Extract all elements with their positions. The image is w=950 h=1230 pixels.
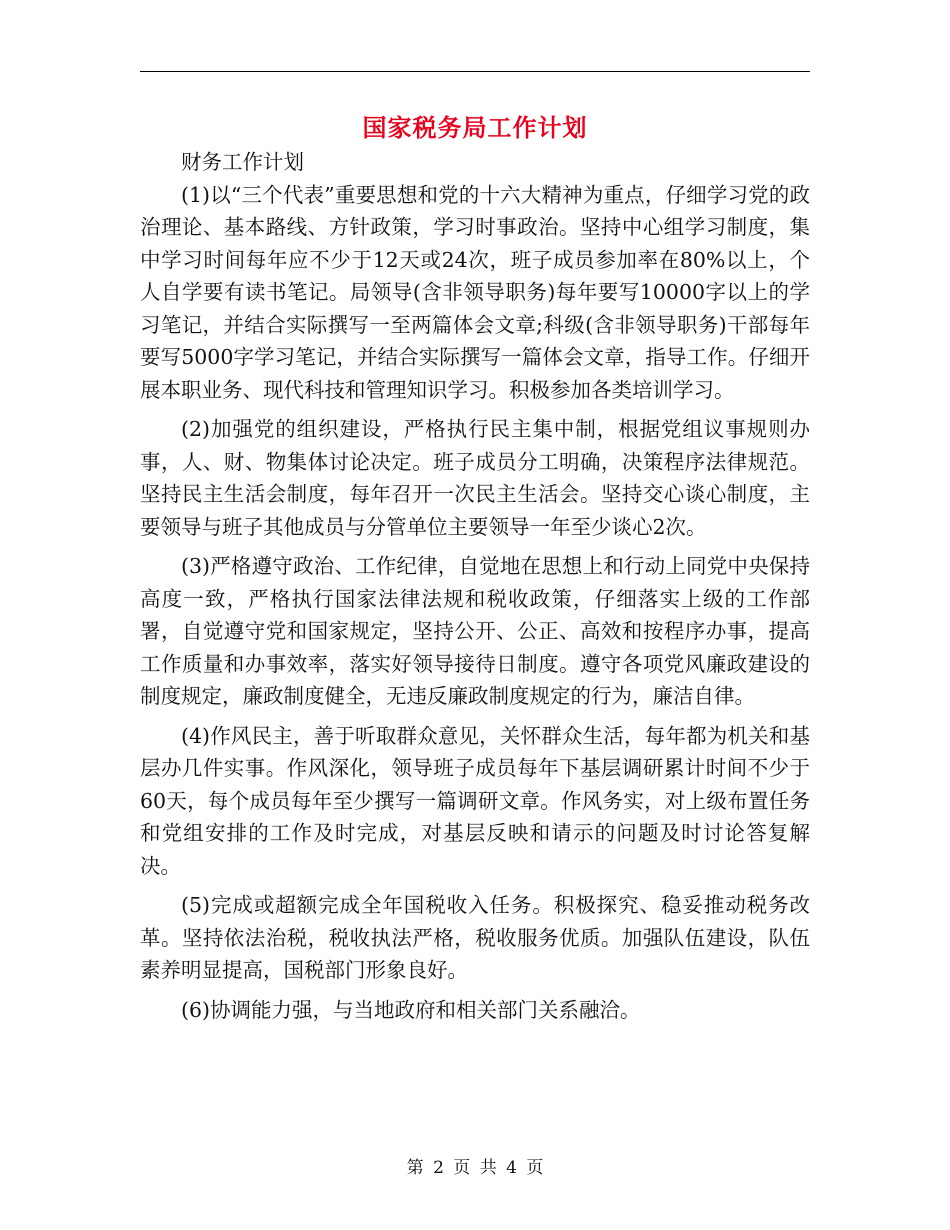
paragraph-3: (3)严格遵守政治、工作纪律，自觉地在思想上和行动上同党中央保持高度一致，严格执行国家法律法规和税收政策，仔细落实上级的工作部署，自觉遵守党和国家规定，坚持公开、公正、高效和按程序办事，提高工作质量和办事效率，落实好领导接待日制度。遵守各项党风廉政建设的制度规定，廉政制度健全，无违反廉政制度规定的行为，廉洁自律。 xyxy=(140,554,810,708)
paragraph-5: (5)完成或超额完成全年国税收入任务。积极探究、稳妥推动税务改革。坚持依法治税，税收执法严格，税收服务优质。加强队伍建设，队伍素养明显提高，国税部门形象良好。 xyxy=(140,893,810,982)
paragraph-4: (4)作风民主，善于听取群众意见，关怀群众生活，每年都为机关和基层办几件实事。作风深化，领导班子成员每年下基层调研累计时间不少于60天，每个成员每年至少撰写一篇调研文章。作风务实，对上级布置任务和党组安排的工作及时完成，对基层反映和请示的问题及时讨论答复解决。 xyxy=(140,723,810,878)
document-title: 国家税务局工作计划 xyxy=(362,113,588,142)
paragraph-2: (2)加强党的组织建设，严格执行民主集中制，根据党组议事规则办事，人、财、物集体讨论决定。班子成员分工明确，决策程序法律规范。坚持民主生活会制度，每年召开一次民主生活会。坚持交心谈心制度，主要领导与班子其他成员与分管单位主要领导一年至少谈心2次。 xyxy=(140,417,810,539)
paragraph-6: (6)协调能力强，与当地政府和相关部门关系融洽。 xyxy=(181,997,641,1022)
paragraph-1: (1)以“三个代表”重要思想和党的十六大精神为重点，仔细学习党的政治理论、基本路线、方针政策，学习时事政治。坚持中心组学习制度，集中学习时间每年应不少于12天或24次，班子成员参加率在80%以上，个人自学要有读书笔记。局领导(含非领导职务)每年要写10000字以上的学习笔记，并结合实际撰写一至两篇体会文章;科级(含非领导职务)干部每年要写5000字学习笔记，并结合实际撰写一篇体会文章，指导工作。仔细开展本职业务、现代科技和管理知识学习。积极参加各类培训学习。 xyxy=(140,182,810,402)
document-body xyxy=(140,146,810,1026)
header-rule xyxy=(140,71,810,72)
page-number-footer: 第 2 页 共 4 页 xyxy=(406,1158,544,1178)
section-heading: 财务工作计划 xyxy=(181,150,304,174)
